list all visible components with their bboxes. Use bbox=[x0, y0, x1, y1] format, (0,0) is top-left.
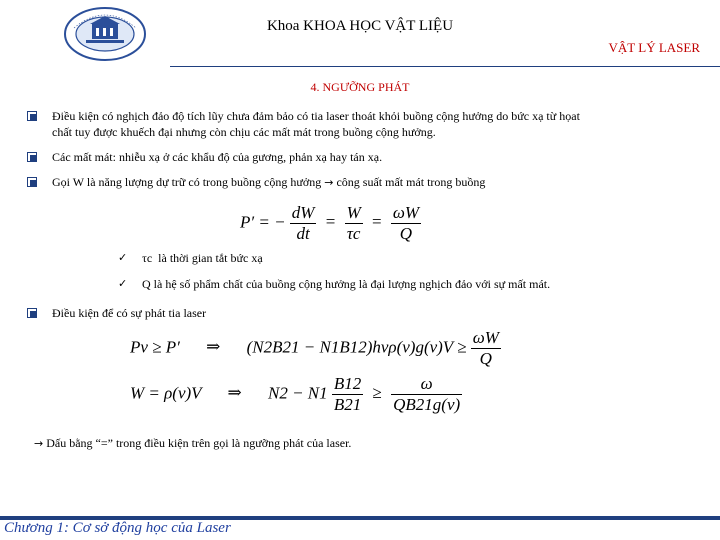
section-title: 4. NGƯỠNG PHÁT bbox=[310, 80, 410, 94]
formula-threshold: W = ρ(ν)V ⇒ N2 − N1 $\frac{B12}{B21}$ ≥ $\frac{\omega}{QB21g(\nu)}$ bbox=[130, 374, 461, 414]
threshold-note bbox=[34, 436, 351, 451]
checkmark-icon: ✓ bbox=[118, 277, 128, 290]
note-text: Dấu bằng “=” trong điều kiện trên gọi là ngưỡng phát của laser. bbox=[46, 436, 352, 450]
fraction: $\frac{W}{\tau c}$ bbox=[346, 203, 361, 243]
square-bullet-icon bbox=[27, 111, 37, 121]
formula-power-loss: P′ = − $\frac{dW}{dt}$ = $\frac{W}{\tau c}$ = $\frac{\omega W}{Q}$ bbox=[240, 203, 419, 243]
bullet-text: Điều kiện có nghịch đảo độ tích lũy chưa đảm bảo có tia laser thoát khỏi buồng cộng hưởng do bức xạ từ họat bbox=[52, 109, 580, 123]
fraction: $\frac{\omega W}{Q}$ bbox=[472, 328, 499, 368]
square-bullet-icon bbox=[27, 177, 37, 187]
header-divider bbox=[170, 66, 720, 67]
bullet-text: chất tuy được khuếch đại nhưng còn chịu các mất mát trong buồng cộng hưởng. bbox=[52, 125, 436, 139]
header-title: Khoa KHOA HỌC VẬT LIỆU bbox=[266, 18, 454, 34]
arrow-icon: → bbox=[324, 176, 334, 189]
square-bullet-icon bbox=[27, 152, 37, 162]
header-subtitle: VẬT LÝ LASER bbox=[608, 40, 700, 55]
arrow-icon: → bbox=[34, 437, 44, 450]
square-bullet-icon bbox=[27, 308, 37, 318]
footer-title: Chương 1: Cơ sở động học của Laser bbox=[4, 520, 231, 536]
fraction: $\frac{\omega}{QB21g(\nu)}$ bbox=[393, 374, 461, 414]
bullet-text: Các mất mát: nhiễu xạ ở các khẩu độ của gương, phản xạ hay tán xạ. bbox=[52, 150, 383, 164]
bullet-text: Điều kiện để có sự phát tia laser bbox=[52, 306, 207, 320]
fraction: $\frac{dW}{dt}$ bbox=[291, 203, 315, 243]
formula-lasing-condition: Pν ≥ P′ ⇒ (N2B21 − N1B12)hνρ(ν)g(ν)V ≥ $\frac{\omega W}{Q}$ bbox=[130, 328, 499, 368]
fraction: $\frac{\omega W}{Q}$ bbox=[392, 203, 419, 243]
bullet-text: công suất mất mát trong buồng bbox=[336, 175, 486, 189]
bullet-text: Gọi W là năng lượng dự trữ có trong buồng cộng hưởng bbox=[52, 175, 322, 189]
checkmark-icon: ✓ bbox=[118, 251, 128, 264]
fraction: $\frac{B12}{B21}$ bbox=[333, 374, 362, 414]
